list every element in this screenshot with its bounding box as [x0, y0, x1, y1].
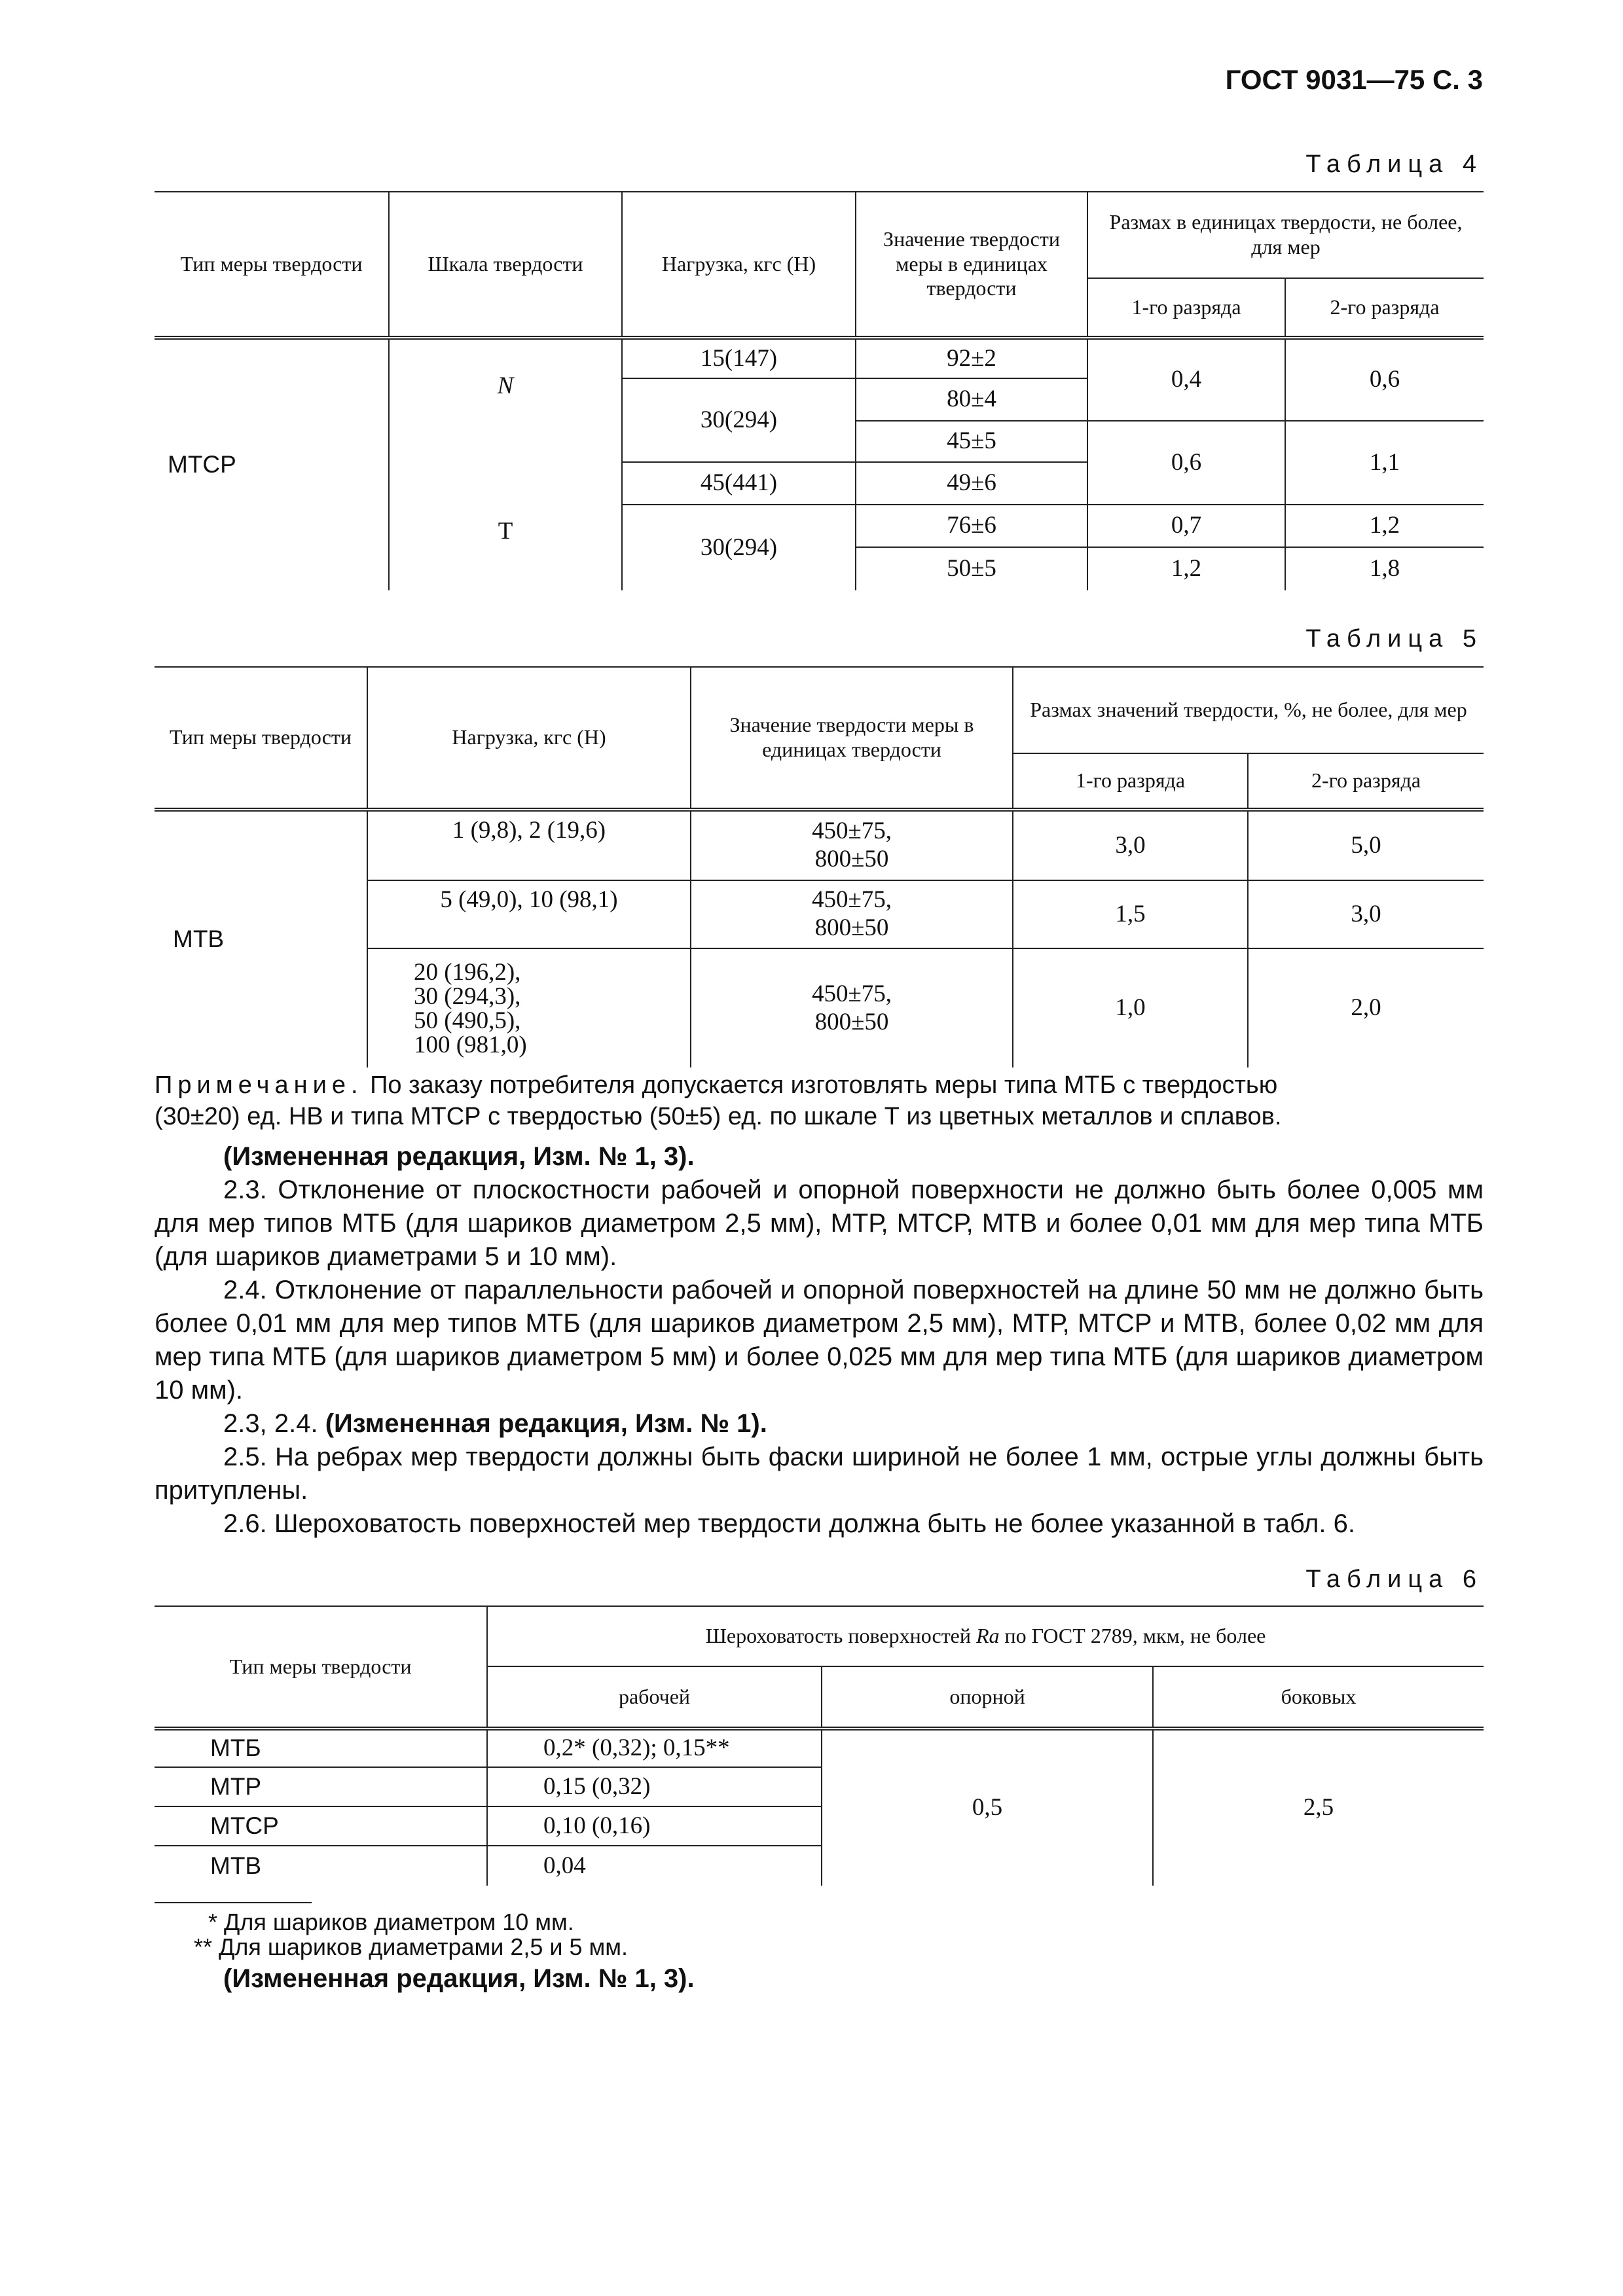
t6-work-cell: 0,15 (0,32) — [487, 1767, 822, 1806]
t4-value-cell: 50±5 — [856, 547, 1087, 590]
t6-side-cell: 2,5 — [1153, 1729, 1484, 1886]
table5-caption: Таблица 5 — [1305, 625, 1483, 653]
footnote-2: ** Для шариков диаметрами 2,5 и 5 мм. — [194, 1933, 629, 1960]
t4-load-cell: 45(441) — [622, 462, 856, 505]
t5-value-line: 450±75, — [811, 817, 892, 845]
table4 — [155, 191, 1484, 590]
t5-load-cell — [367, 880, 691, 948]
t5-header-grade1: 1-го разряда — [1013, 753, 1248, 810]
t5-header-type: Тип меры твердости — [155, 667, 367, 810]
t5-header-range: Размах значений твердости, %, не более, для мер — [1013, 667, 1484, 753]
note-line2: (30±20) ед. НВ и типа МТСР с твердостью (50±5) ед. по шкале Т из цветных металлов и сплавов. — [155, 1103, 1282, 1130]
t5-header-load: Нагрузка, кгс (Н) — [367, 667, 691, 810]
table5 — [155, 666, 1484, 1067]
t5-value-line: 800±50 — [814, 914, 889, 941]
edit-note-2: (Измененная редакция, Изм. № 1). — [325, 1409, 767, 1438]
t4-value-cell: 49±6 — [856, 462, 1087, 505]
t5-value-cell — [691, 810, 1013, 880]
t4-grade1-cell: 0,7 — [1087, 505, 1285, 547]
paragraph-2-5: 2.5. На ребрах мер твердости должны быть фаски шириной не более 1 мм, острые углы должны быть притуплены. — [155, 1443, 1484, 1505]
t4-load-cell: 30(294) — [622, 378, 856, 462]
note-label: Примечание. — [155, 1071, 363, 1099]
t4-grade2-cell: 0,6 — [1285, 338, 1484, 421]
t4-header-range: Размах в единицах твердости, не более, для мер — [1087, 192, 1484, 278]
edit-note-3: (Измененная редакция, Изм. № 1, 3). — [223, 1964, 695, 1993]
t4-grade2-cell: 1,8 — [1285, 547, 1484, 590]
t4-load-cell: 15(147) — [622, 338, 856, 378]
t5-load-line: 50 (490,5), — [414, 1007, 521, 1034]
t4-header-grade1: 1-го разряда — [1087, 278, 1285, 338]
t5-header-grade2: 2-го разряда — [1248, 753, 1484, 810]
t6-type-cell: МТВ — [210, 1852, 262, 1879]
page-header: ГОСТ 9031—75 С. 3 — [1225, 64, 1483, 95]
t6-rough-prefix: Шероховатость поверхностей — [705, 1624, 971, 1648]
paragraph-2-3-2-4-edit — [155, 1407, 1484, 1441]
t4-load-cell: 30(294) — [622, 505, 856, 590]
t5-value-cell — [691, 880, 1013, 948]
t5-grade2-cell: 2,0 — [1248, 948, 1484, 1067]
t6-header-work: рабочей — [487, 1666, 822, 1729]
t4-header-load: Нагрузка, кгс (Н) — [622, 192, 856, 338]
paragraph-2-6: 2.6. Шероховатость поверхностей мер твердости должна быть не более указанной в табл. 6. — [223, 1509, 1355, 1538]
t5-value-line: 450±75, — [811, 980, 892, 1007]
t5-load-cell — [367, 810, 691, 880]
t6-work-cell: 0,10 (0,16) — [487, 1806, 822, 1846]
t6-support-cell: 0,5 — [822, 1729, 1153, 1886]
t5-header-value: Значение твердости меры в единицах твердости — [691, 667, 1013, 810]
t5-load-line: 30 (294,3), — [414, 982, 521, 1010]
t5-grade1-cell: 1,0 — [1013, 948, 1248, 1067]
table4-caption: Таблица 4 — [1305, 151, 1483, 178]
t4-grade1-cell: 0,4 — [1087, 338, 1285, 421]
t5-grade1-cell: 3,0 — [1013, 810, 1248, 880]
t5-grade2-cell: 3,0 — [1248, 880, 1484, 948]
t4-type-cell: МТСР — [168, 451, 236, 478]
t5-grade2-cell: 5,0 — [1248, 810, 1484, 880]
paragraph-2-4: 2.4. Отклонение от параллельности рабочей и опорной поверхностей на длине 50 мм не должно быть более 0,01 мм для мер типов МТБ (для шариков диаметром 2,5 мм), МТР, МТСР и МТВ, более 0,02 мм для мер типа МТБ (для шариков диаметром 5 мм) и более 0,025 мм для мер типа МТБ (для шариков диаметром 10 мм). — [155, 1276, 1484, 1405]
t6-work-cell: 0,2* (0,32); 0,15** — [487, 1729, 822, 1767]
t4-value-cell: 92±2 — [856, 338, 1087, 378]
t4-header-scale: Шкала твердости — [389, 192, 622, 338]
footnote-1: * Для шариков диаметром 10 мм. — [208, 1909, 574, 1935]
t6-header-support: опорной — [822, 1666, 1153, 1729]
t4-grade1-cell: 0,6 — [1087, 421, 1285, 505]
t6-type-cell: МТР — [155, 1767, 487, 1806]
t5-type-cell: МТВ — [173, 925, 225, 953]
t5-load-line: 1 (9,8), 2 (19,6) — [452, 817, 606, 844]
t4-grade2-cell: 1,2 — [1285, 505, 1484, 547]
table5-note — [155, 1069, 1484, 1132]
t5-grade1-cell: 1,5 — [1013, 880, 1248, 948]
t4-grade2-cell: 1,1 — [1285, 421, 1484, 505]
t4-header-type: Тип меры твердости — [155, 192, 389, 338]
t5-load-cell — [367, 948, 691, 1067]
table6 — [155, 1605, 1484, 1886]
t5-value-line: 800±50 — [814, 1008, 889, 1035]
t5-value-line: 450±75, — [811, 886, 892, 914]
table6-caption: Таблица 6 — [1305, 1566, 1483, 1593]
t4-value-cell: 80±4 — [856, 378, 1087, 421]
t6-header-side: боковых — [1153, 1666, 1484, 1729]
note-line1: По заказу потребителя допускается изготовлять меры типа МТБ с твердостью — [370, 1071, 1278, 1099]
t6-rough-ra: Ra — [976, 1624, 1000, 1648]
t4-grade1-cell: 1,2 — [1087, 547, 1285, 590]
t6-header-type: Тип меры твердости — [155, 1606, 487, 1729]
t6-type-cell: МТБ — [155, 1729, 487, 1767]
t5-load-line: 5 (49,0), 10 (98,1) — [440, 886, 618, 913]
edit-prefix: 2.3, 2.4. — [223, 1409, 318, 1438]
t5-value-cell — [691, 948, 1013, 1067]
t5-load-line: 100 (981,0) — [414, 1031, 527, 1058]
t4-value-cell: 45±5 — [856, 421, 1087, 462]
edit-note-1: (Измененная редакция, Изм. № 1, 3). — [223, 1142, 695, 1171]
t4-header-grade2: 2-го разряда — [1285, 278, 1484, 338]
t6-rough-suffix: по ГОСТ 2789, мкм, не более — [1004, 1624, 1266, 1648]
footnote-separator — [155, 1902, 312, 1903]
t5-load-line: 20 (196,2), — [414, 958, 521, 986]
t4-value-cell: 76±6 — [856, 505, 1087, 547]
t6-type-cell: МТСР — [155, 1806, 487, 1846]
t6-header-roughness — [487, 1606, 1484, 1666]
t6-work-cell: 0,04 — [487, 1846, 822, 1886]
t5-value-line: 800±50 — [814, 846, 889, 872]
t4-scale-n: N — [389, 338, 622, 505]
paragraph-2-3: 2.3. Отклонение от плоскостности рабочей и опорной поверхности не должно быть более 0,005 мм для мер типов МТБ (для шариков диаметром 2,5 мм), МТР, МТСР, МТВ и более 0,01 мм для мер типа МТБ (для шариков диаметрами 5 и 10 мм). — [155, 1175, 1484, 1271]
t4-scale-t: Т — [389, 505, 622, 590]
t4-header-value: Значение твердости меры в единицах твердости — [856, 192, 1087, 338]
